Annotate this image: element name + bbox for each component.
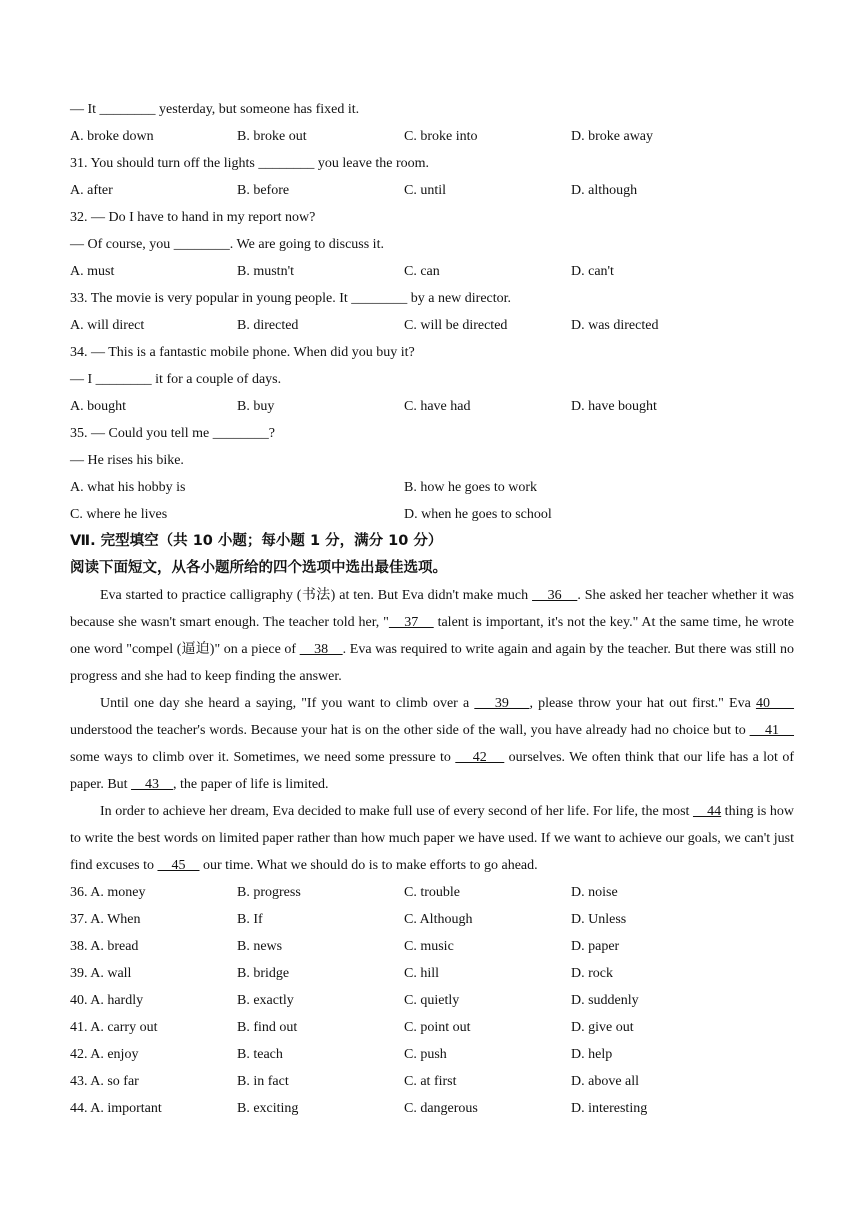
passage-text: ourselves. We often think that our life has a lot of paper. But bbox=[70, 750, 794, 792]
option-d: D. Unless bbox=[571, 912, 627, 927]
option-d: D. rock bbox=[571, 966, 613, 981]
option-a: 41. A. carry out bbox=[70, 1020, 158, 1035]
passage-text: Eva started to practice calligraphy (书法) at ten. But Eva didn't make much bbox=[100, 588, 533, 603]
option-a: A. will direct bbox=[70, 318, 145, 333]
answer-row-36 bbox=[70, 879, 794, 906]
option-a: 38. A. bread bbox=[70, 939, 139, 954]
option-c: C. point out bbox=[404, 1020, 471, 1035]
worksheet-page bbox=[70, 96, 794, 1122]
question-31-options bbox=[70, 177, 794, 204]
answer-row-43 bbox=[70, 1068, 794, 1095]
option-d: D. can't bbox=[571, 264, 614, 279]
passage-text: thing is how to write the best words on limited paper rather than how much paper we have used. If we want to achieve our goals, we can't just find excuses to bbox=[70, 804, 794, 873]
question-35-line-2: — He rises his bike. bbox=[70, 453, 184, 468]
section-title: Ⅶ. 完型填空（共 10 小题；每小题 1 分，满分 10 分） bbox=[70, 533, 443, 549]
option-b: B. progress bbox=[237, 885, 301, 900]
answer-row-44 bbox=[70, 1095, 794, 1122]
option-d: D. was directed bbox=[571, 318, 659, 333]
option-b: B. how he goes to work bbox=[404, 480, 537, 495]
option-c: C. Although bbox=[404, 912, 473, 927]
option-d: D. help bbox=[571, 1047, 613, 1062]
answer-row-37 bbox=[70, 906, 794, 933]
option-c: C. quietly bbox=[404, 993, 460, 1008]
option-b: B. exciting bbox=[237, 1101, 299, 1116]
option-c: C. at first bbox=[404, 1074, 457, 1089]
option-a: A. bought bbox=[70, 399, 126, 414]
passage-paragraph-3 bbox=[70, 798, 794, 879]
passage-text: Until one day she heard a saying, "If you want to climb over a bbox=[100, 696, 475, 711]
option-c: C. trouble bbox=[404, 885, 460, 900]
blank-40: 40 bbox=[755, 696, 795, 711]
blank-45: 45 bbox=[157, 858, 200, 873]
option-b: B. directed bbox=[237, 318, 299, 333]
question-stem: — It ________ yesterday, but someone has fixed it. bbox=[70, 102, 360, 117]
option-c: C. broke into bbox=[404, 129, 478, 144]
option-b: B. before bbox=[237, 183, 290, 198]
option-a: 36. A. money bbox=[70, 885, 146, 900]
option-a: 43. A. so far bbox=[70, 1074, 139, 1089]
section-instruction: 阅读下面短文，从各小题所给的四个选项中选出最佳选项。 bbox=[70, 560, 447, 576]
passage-text: In order to achieve her dream, Eva decided to make full use of every second of her life. For life, the most bbox=[100, 804, 693, 819]
blank-36: 36 bbox=[532, 588, 578, 603]
option-a: A. broke down bbox=[70, 129, 154, 144]
passage-text: . Eva was required to write again and again by the teacher. But there was still no progress and she had to keep finding the answer. bbox=[70, 642, 794, 684]
option-d: D. when he goes to school bbox=[404, 507, 552, 522]
option-b: B. mustn't bbox=[237, 264, 294, 279]
option-c: C. dangerous bbox=[404, 1101, 478, 1116]
option-b: B. bridge bbox=[237, 966, 290, 981]
option-a: A. what his hobby is bbox=[70, 480, 186, 495]
option-a: 39. A. wall bbox=[70, 966, 132, 981]
blank-37: 37 bbox=[388, 615, 434, 630]
option-a: 40. A. hardly bbox=[70, 993, 144, 1008]
passage-text: talent is important, it's not the key." At the same time, he wrote one word "compel (逼迫)" on a piece of bbox=[70, 615, 795, 657]
passage-text: . She asked her teacher whether it was because she wasn't smart enough. The teacher told her, " bbox=[70, 588, 794, 630]
option-d: D. give out bbox=[571, 1020, 634, 1035]
option-a: A. after bbox=[70, 183, 113, 198]
option-d: D. suddenly bbox=[571, 993, 639, 1008]
question-34-options bbox=[70, 393, 794, 420]
option-c: C. music bbox=[404, 939, 454, 954]
option-b: B. news bbox=[237, 939, 283, 954]
option-d: D. noise bbox=[571, 885, 618, 900]
answer-row-38 bbox=[70, 933, 794, 960]
question-32-line-2: — Of course, you ________. We are going to discuss it. bbox=[70, 237, 384, 252]
blank-38: 38 bbox=[299, 642, 343, 657]
option-b: B. in fact bbox=[237, 1074, 289, 1089]
option-d: D. although bbox=[571, 183, 638, 198]
option-c: C. will be directed bbox=[404, 318, 508, 333]
passage-paragraph-1 bbox=[70, 582, 794, 690]
answer-row-39 bbox=[70, 960, 794, 987]
option-d: D. broke away bbox=[571, 129, 654, 144]
passage-text: some ways to climb over it. Sometimes, we need some pressure to bbox=[70, 750, 456, 765]
blank-43: 43 bbox=[131, 777, 174, 792]
question-34-line-2: — I ________ it for a couple of days. bbox=[70, 372, 282, 387]
option-b: B. teach bbox=[237, 1047, 283, 1062]
blank-41: 41 bbox=[749, 723, 795, 738]
blank-39: 39 bbox=[474, 696, 530, 711]
option-c: C. push bbox=[404, 1047, 447, 1062]
option-b: B. buy bbox=[237, 399, 275, 414]
passage-text: understood the teacher's words. Because your hat is on the other side of the wall, you have already had no choice but to bbox=[70, 723, 750, 738]
option-a: 44. A. important bbox=[70, 1101, 162, 1116]
answer-row-41 bbox=[70, 1014, 794, 1041]
question-32-options bbox=[70, 258, 794, 285]
option-d: D. have bought bbox=[571, 399, 657, 414]
question-35-line-1: 35. — Could you tell me ________? bbox=[70, 426, 275, 441]
option-b: B. If bbox=[237, 912, 263, 927]
blank-44: 44 bbox=[692, 804, 722, 819]
option-a: 37. A. When bbox=[70, 912, 141, 927]
option-c: C. have had bbox=[404, 399, 471, 414]
option-a: 42. A. enjoy bbox=[70, 1047, 139, 1062]
option-b: B. exactly bbox=[237, 993, 294, 1008]
option-b: B. broke out bbox=[237, 129, 307, 144]
option-a: A. must bbox=[70, 264, 115, 279]
question-33-stem: 33. The movie is very popular in young people. It ________ by a new director. bbox=[70, 291, 512, 306]
passage-text: our time. What we should do is to make efforts to go ahead. bbox=[199, 858, 538, 873]
question-34-line-1: 34. — This is a fantastic mobile phone. When did you buy it? bbox=[70, 345, 415, 360]
option-c: C. can bbox=[404, 264, 440, 279]
question-32-line-1: 32. — Do I have to hand in my report now? bbox=[70, 210, 316, 225]
blank-42: 42 bbox=[455, 750, 505, 765]
option-d: D. above all bbox=[571, 1074, 640, 1089]
answer-row-42 bbox=[70, 1041, 794, 1068]
option-d: D. interesting bbox=[571, 1101, 648, 1116]
option-c: C. hill bbox=[404, 966, 440, 981]
question-35-options-row-1 bbox=[70, 474, 794, 501]
option-row bbox=[70, 123, 794, 150]
option-b: B. find out bbox=[237, 1020, 298, 1035]
question-35-options-row-2 bbox=[70, 501, 794, 528]
passage-text: , the paper of life is limited. bbox=[173, 777, 329, 792]
option-c: C. until bbox=[404, 183, 447, 198]
question-31-stem: 31. You should turn off the lights ________ you leave the room. bbox=[70, 156, 430, 171]
option-d: D. paper bbox=[571, 939, 620, 954]
passage-text: , please throw your hat out first." Eva bbox=[529, 696, 756, 711]
question-33-options bbox=[70, 312, 794, 339]
option-c: C. where he lives bbox=[70, 507, 168, 522]
answer-row-40 bbox=[70, 987, 794, 1014]
passage-paragraph-2 bbox=[70, 690, 794, 798]
